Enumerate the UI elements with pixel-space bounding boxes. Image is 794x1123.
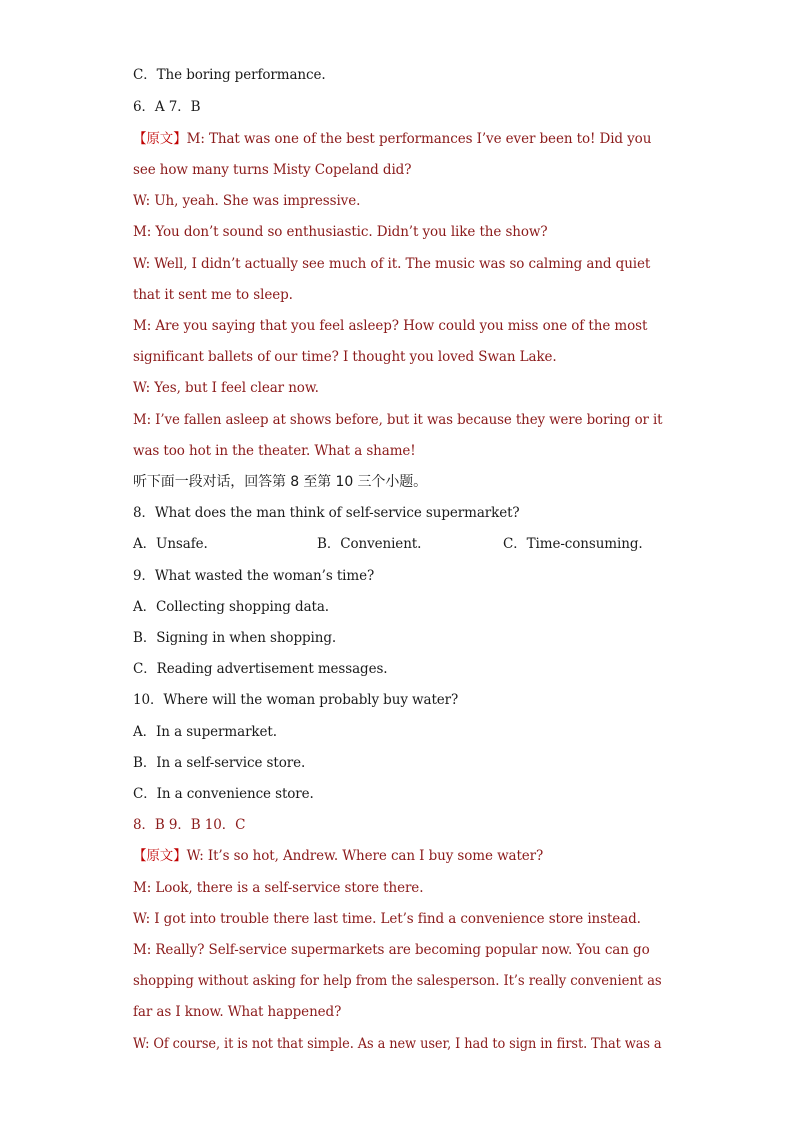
transcript-line: M: I’ve fallen asleep at shows before, but it was because they were boring or it (133, 412, 663, 428)
transcript-line: W: Uh, yeah. She was impressive. (133, 193, 361, 209)
transcript-line: W: I got into trouble there last time. Let’s find a convenience store instead. (133, 911, 641, 927)
transcript-line: W: Yes, but I feel clear now. (133, 380, 319, 396)
transcript-line: M: You don’t sound so enthusiastic. Didn’t you like the show? (133, 224, 548, 240)
option-b: B．Convenient. (317, 536, 422, 552)
transcript-line (133, 130, 651, 148)
transcript-line: significant ballets of our time? I thought you loved Swan Lake. (133, 349, 557, 365)
question-9: 9．What wasted the woman’s time? (133, 568, 375, 584)
option-c: C．Reading advertisement messages. (133, 661, 388, 677)
transcript-line: that it sent me to sleep. (133, 287, 293, 303)
transcript-line: M: Look, there is a self-service store there. (133, 880, 424, 896)
option-a: A．Unsafe. (133, 536, 208, 552)
answer-key-8-10: 8．B 9．B 10．C (133, 817, 246, 833)
transcript-line: W: Of course, it is not that simple. As a new user, I had to sign in first. That was a (133, 1036, 662, 1052)
option-b: B．Signing in when shopping. (133, 630, 337, 646)
option-a: A．In a supermarket. (133, 724, 277, 740)
transcript-line: M: Are you saying that you feel asleep? How could you miss one of the most (133, 318, 648, 334)
answer-key-6-7: 6．A 7．B (133, 99, 201, 115)
answer-option-c-boring: C．The boring performance. (133, 67, 326, 83)
option-b: B．In a self-service store. (133, 755, 306, 771)
transcript-line: see how many turns Misty Copeland did? (133, 162, 412, 178)
transcript-tag: 【原文】 (133, 131, 187, 147)
transcript-text: W: It’s so hot, Andrew. Where can I buy some water? (186, 848, 544, 864)
transcript-line: shopping without asking for help from the salesperson. It’s really convenient as (133, 973, 662, 989)
transcript-line: M: Really? Self-service supermarkets are becoming popular now. You can go (133, 942, 650, 958)
option-c: C．In a convenience store. (133, 786, 314, 802)
option-a: A．Collecting shopping data. (133, 599, 329, 615)
option-c: C．Time-consuming. (503, 536, 643, 552)
transcript-line: was too hot in the theater. What a shame! (133, 443, 416, 459)
question-8: 8．What does the man think of self-service supermarket? (133, 505, 520, 521)
transcript-line (133, 847, 543, 865)
question-10: 10．Where will the woman probably buy water? (133, 692, 459, 708)
transcript-line: W: Well, I didn’t actually see much of it. The music was so calming and quiet (133, 256, 651, 272)
transcript-text: M: That was one of the best performances I’ve ever been to! Did you (186, 131, 652, 147)
transcript-line: far as I know. What happened? (133, 1004, 342, 1020)
section-instruction: 听下面一段对话，回答第 8 至第 10 三个小题。 (133, 474, 428, 490)
transcript-tag: 【原文】 (133, 848, 187, 864)
